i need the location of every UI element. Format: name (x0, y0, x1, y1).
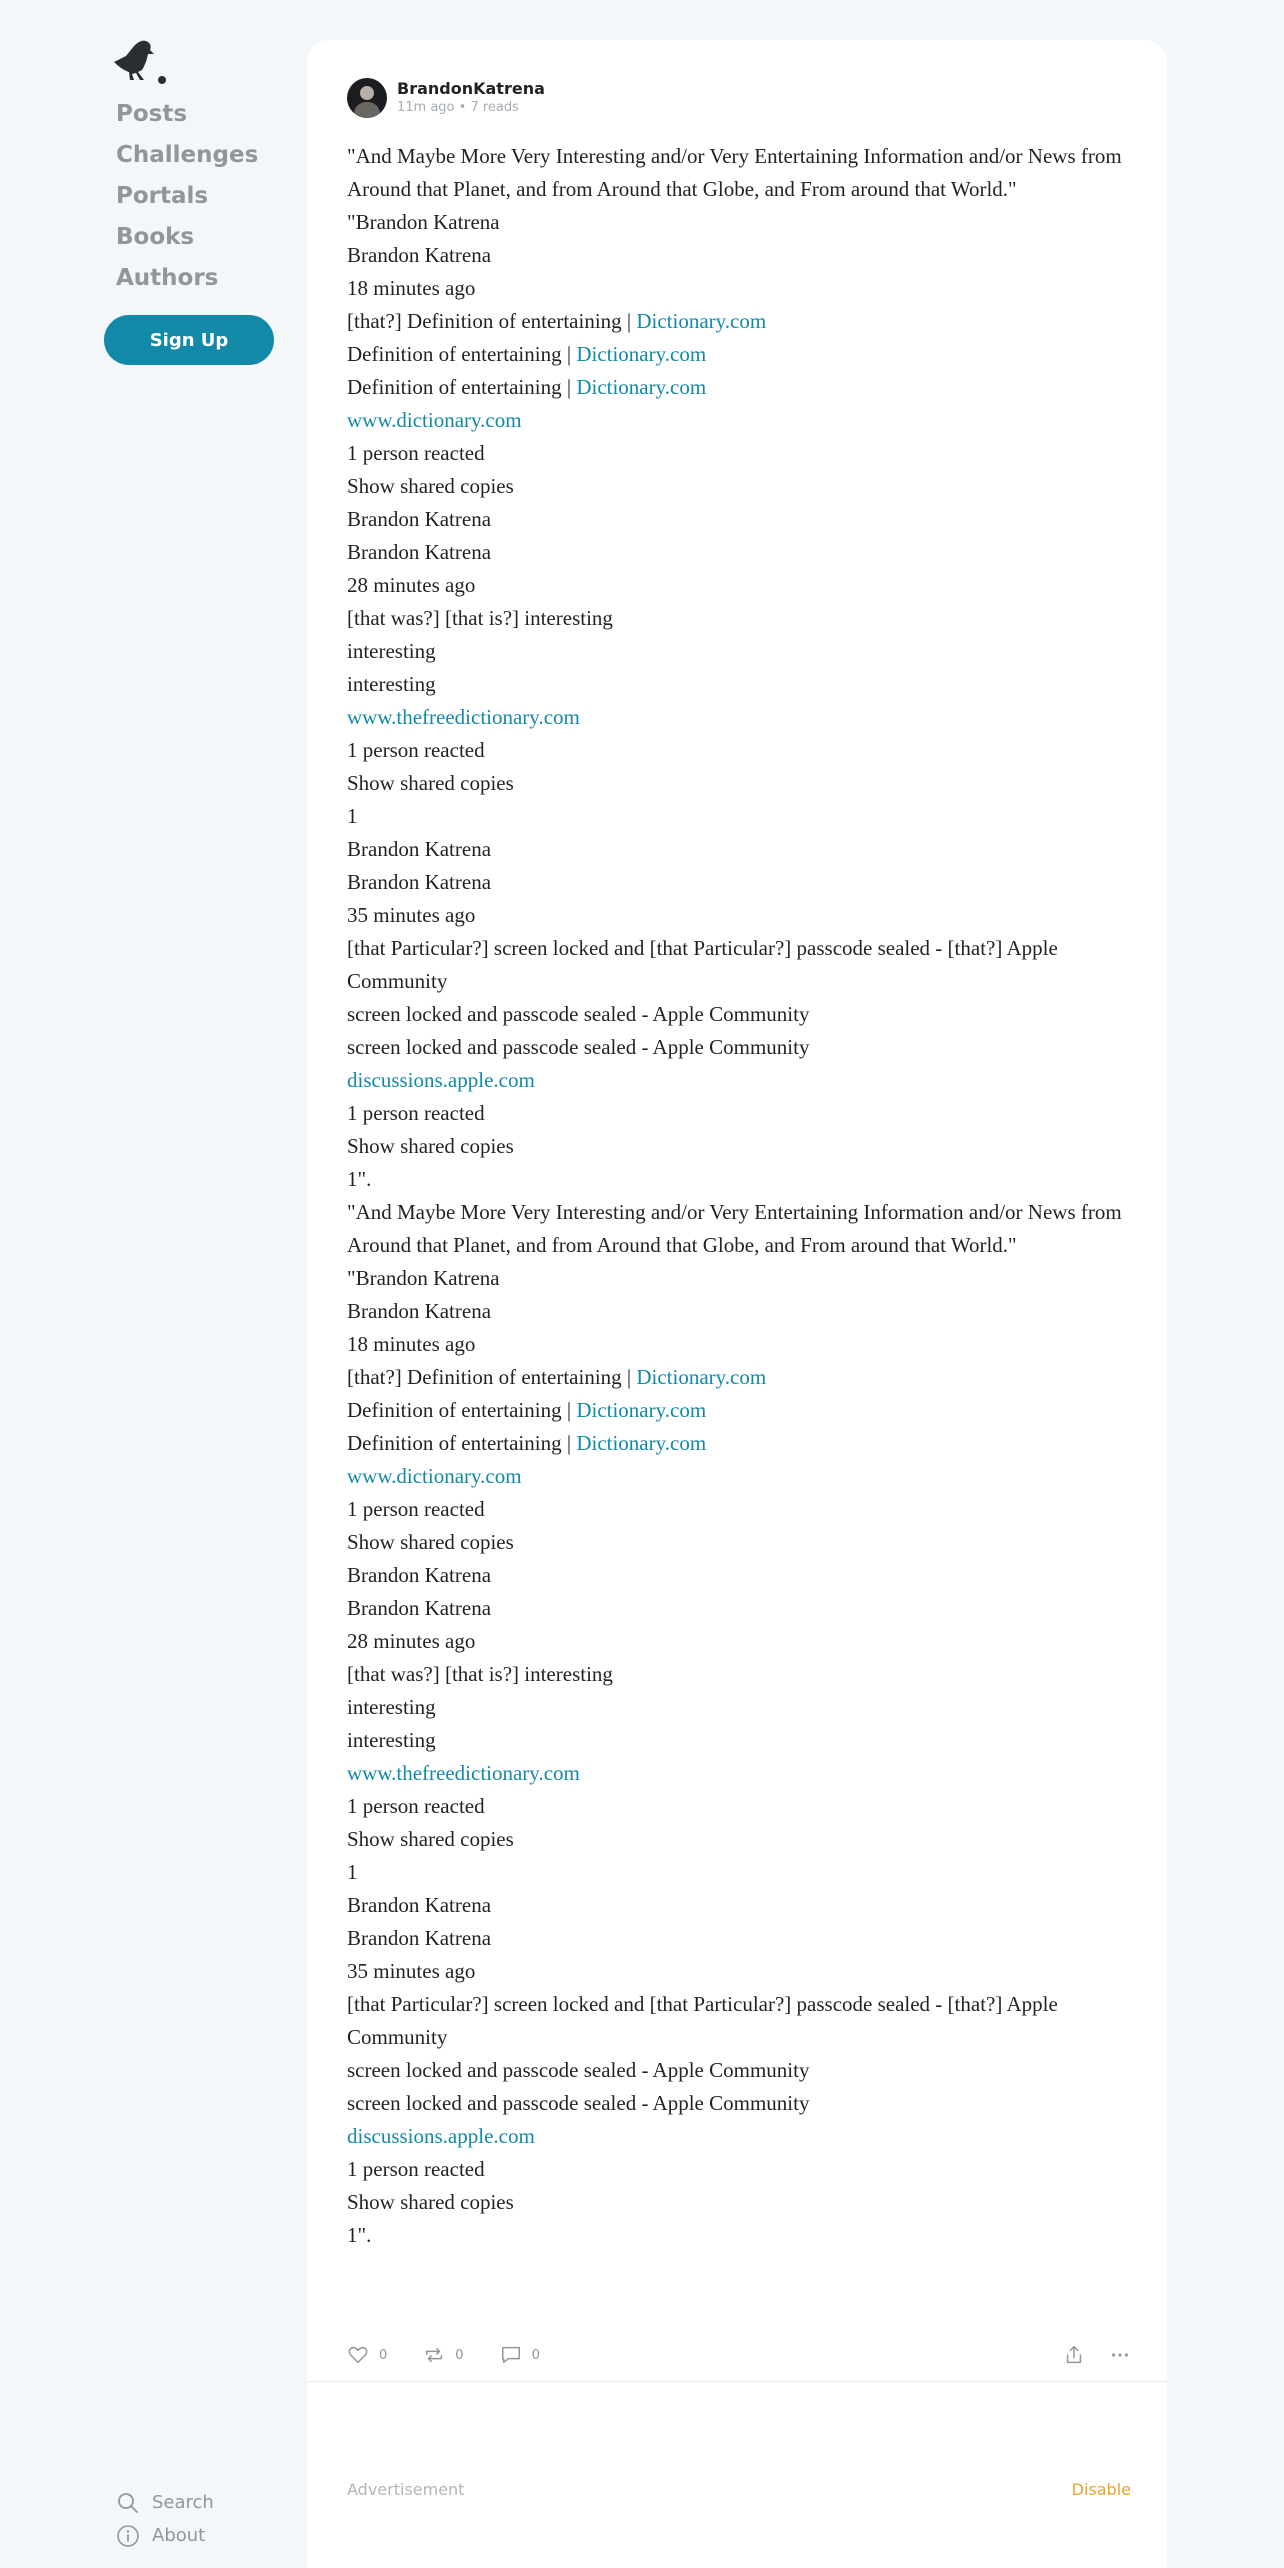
post-line (347, 305, 1131, 338)
post-line-text: 35 minutes ago (347, 903, 476, 927)
post-line-text: 1 person reacted (347, 1497, 485, 1521)
info-icon (116, 2524, 140, 2548)
post-line (347, 1856, 1131, 1889)
search-link[interactable] (116, 2486, 214, 2519)
post-link[interactable]: discussions.apple.com (347, 1068, 535, 1092)
post-link[interactable]: Dictionary.com (576, 375, 707, 399)
post-link[interactable]: www.thefreedictionary.com (347, 705, 580, 729)
post-line-text: Brandon Katrena (347, 1926, 492, 1950)
post-line-text: Show shared copies (347, 474, 514, 498)
post-line (347, 1493, 1131, 1526)
post-line (347, 1427, 1131, 1460)
post-line (347, 338, 1131, 371)
post-line-text: [that Particular?] screen locked and [that Particular?] passcode sealed - [that?] Apple Community (347, 936, 1058, 993)
post-line (347, 932, 1131, 998)
post-line-text: Brandon Katrena (347, 1563, 492, 1587)
post-line-text: Brandon Katrena (347, 870, 492, 894)
post-line (347, 800, 1131, 833)
post-line (347, 2219, 1131, 2252)
post-line (347, 602, 1131, 635)
post-line (347, 1724, 1131, 1757)
post-line (347, 1790, 1131, 1823)
post-line-text: Brandon Katrena (347, 837, 492, 861)
author-name[interactable]: BrandonKatrena (397, 79, 545, 98)
post-line (347, 2054, 1131, 2087)
post-line-text: 1 person reacted (347, 2157, 485, 2181)
post-line (347, 503, 1131, 536)
post-line-text: interesting (347, 672, 436, 696)
sign-up-button[interactable]: Sign Up (104, 315, 274, 365)
post-line-text: 35 minutes ago (347, 1959, 476, 1983)
advertisement-label: Advertisement (347, 2480, 465, 2499)
post-line (347, 1130, 1131, 1163)
post-line-text: "And Maybe More Very Interesting and/or Very Entertaining Information and/or News from Around that Planet, and from Around that Globe, and From around that World." (347, 1200, 1122, 1257)
post-line (347, 140, 1131, 206)
post-line (347, 437, 1131, 470)
post-meta: 11m ago • 7 reads (397, 100, 519, 115)
post-line (347, 2153, 1131, 2186)
post-line-text: screen locked and passcode sealed - Apple Community (347, 2091, 810, 2115)
post-line-text: Definition of entertaining | (347, 342, 577, 366)
post-line (347, 899, 1131, 932)
post-line (347, 1757, 1131, 1790)
search-icon (116, 2491, 140, 2515)
about-link[interactable] (116, 2519, 214, 2552)
post-link[interactable]: Dictionary.com (636, 1365, 767, 1389)
post-line (347, 1823, 1131, 1856)
post-actions-right (1039, 2344, 1131, 2366)
heart-icon (347, 2344, 369, 2366)
disable-ads-button[interactable]: Disable (1071, 2480, 1131, 2499)
post-body (347, 140, 1131, 2252)
sidebar (104, 36, 304, 365)
post-link[interactable]: discussions.apple.com (347, 2124, 535, 2148)
post-line (347, 2120, 1131, 2153)
advertisement-bar (347, 2480, 1131, 2499)
post-actions (347, 2340, 1131, 2370)
post-link[interactable]: www.dictionary.com (347, 1464, 522, 1488)
post-line (347, 767, 1131, 800)
card-divider (307, 2381, 1167, 2382)
post-line-text: screen locked and passcode sealed - Apple Community (347, 1035, 810, 1059)
post-line (347, 1559, 1131, 1592)
post-line-text: 18 minutes ago (347, 276, 476, 300)
post-line-text: Definition of entertaining | (347, 375, 577, 399)
post-line-text: Brandon Katrena (347, 243, 492, 267)
post-line (347, 1526, 1131, 1559)
post-link[interactable]: Dictionary.com (576, 1398, 707, 1422)
post-line (347, 1625, 1131, 1658)
post-line (347, 1328, 1131, 1361)
post-line-text: Definition of entertaining | (347, 1398, 577, 1422)
post-line (347, 1955, 1131, 1988)
post-line (347, 866, 1131, 899)
post-line (347, 1889, 1131, 1922)
sidebar-footer (116, 2486, 214, 2552)
post-line (347, 998, 1131, 1031)
post-line (347, 569, 1131, 602)
post-line (347, 536, 1131, 569)
post-line-text: Brandon Katrena (347, 1596, 492, 1620)
post-line (347, 206, 1131, 239)
about-label: About (152, 2525, 206, 2546)
post-line-text: interesting (347, 1695, 436, 1719)
post-line (347, 734, 1131, 767)
post-line-text: "And Maybe More Very Interesting and/or Very Entertaining Information and/or News from Around that Planet, and from Around that Globe, and From around that World." (347, 144, 1122, 201)
post-line-text: "Brandon Katrena (347, 210, 500, 234)
post-line-text: 18 minutes ago (347, 1332, 476, 1356)
post-line-text: Brandon Katrena (347, 507, 492, 531)
nav-challenges[interactable]: Challenges (116, 142, 259, 168)
repost-icon (423, 2344, 445, 2366)
post-line-text: Show shared copies (347, 1827, 514, 1851)
post-author (347, 78, 545, 118)
post-line (347, 1163, 1131, 1196)
post-line (347, 1691, 1131, 1724)
crow-logo-icon[interactable] (112, 36, 170, 86)
repost-button[interactable] (423, 2344, 463, 2366)
post-line-text: 1". (347, 2223, 372, 2247)
post-line-text: "Brandon Katrena (347, 1266, 500, 1290)
post-line (347, 1196, 1131, 1262)
post-line-text: 1 person reacted (347, 441, 485, 465)
post-line-text: Brandon Katrena (347, 540, 492, 564)
post-line (347, 1262, 1131, 1295)
post-line (347, 635, 1131, 668)
post-line (347, 470, 1131, 503)
post-line-text: 1 (347, 1860, 358, 1884)
post-line (347, 2087, 1131, 2120)
post-line-text: 28 minutes ago (347, 1629, 476, 1653)
post-line (347, 833, 1131, 866)
post-line-text: [that was?] [that is?] interesting (347, 1662, 613, 1686)
post-link[interactable]: Dictionary.com (636, 309, 767, 333)
post-line-text: screen locked and passcode sealed - Apple Community (347, 2058, 810, 2082)
post-line-text: interesting (347, 639, 436, 663)
share-icon[interactable] (1063, 2344, 1085, 2366)
search-label: Search (152, 2492, 214, 2513)
post-line (347, 2186, 1131, 2219)
post-line-text: Show shared copies (347, 2190, 514, 2214)
post-line-text: 1". (347, 1167, 372, 1191)
post-line (347, 371, 1131, 404)
post-line-text: Show shared copies (347, 1530, 514, 1554)
post-line-text: Definition of entertaining | (347, 1431, 577, 1455)
post-line (347, 1592, 1131, 1625)
nav-portals[interactable]: Portals (116, 183, 209, 209)
like-button[interactable] (347, 2344, 387, 2366)
post-line-text: 1 person reacted (347, 1101, 485, 1125)
post-link[interactable]: Dictionary.com (576, 342, 707, 366)
comment-button[interactable] (500, 2344, 540, 2366)
post-line-text: [that Particular?] screen locked and [that Particular?] passcode sealed - [that?] Apple Community (347, 1992, 1058, 2049)
comment-count: 0 (531, 2347, 540, 2363)
post-line (347, 668, 1131, 701)
post-link[interactable]: Dictionary.com (576, 1431, 707, 1455)
post-line (347, 1658, 1131, 1691)
post-line (347, 1460, 1131, 1493)
post-line (347, 239, 1131, 272)
post-line-text: [that?] Definition of entertaining | (347, 1365, 637, 1389)
post-line (347, 1295, 1131, 1328)
comment-icon (500, 2344, 522, 2366)
post-line-text: Brandon Katrena (347, 1893, 492, 1917)
post-line (347, 701, 1131, 734)
nav-books[interactable]: Books (116, 224, 195, 250)
post-line-text: 1 person reacted (347, 1794, 485, 1818)
more-icon[interactable] (1109, 2344, 1131, 2366)
post-line-text: interesting (347, 1728, 436, 1752)
post-card (307, 40, 1167, 2568)
repost-count: 0 (455, 2347, 464, 2363)
post-line-text: screen locked and passcode sealed - Apple Community (347, 1002, 810, 1026)
post-line-text: 1 person reacted (347, 738, 485, 762)
post-line-text: Show shared copies (347, 771, 514, 795)
post-line-text: [that was?] [that is?] interesting (347, 606, 613, 630)
post-line (347, 1361, 1131, 1394)
post-line (347, 272, 1131, 305)
post-line (347, 404, 1131, 437)
post-line-text: 1 (347, 804, 358, 828)
post-line (347, 1064, 1131, 1097)
avatar[interactable] (347, 78, 387, 118)
post-line (347, 1031, 1131, 1064)
nav-posts[interactable]: Posts (116, 101, 188, 127)
post-line (347, 1988, 1131, 2054)
like-count: 0 (379, 2347, 388, 2363)
post-link[interactable]: www.thefreedictionary.com (347, 1761, 580, 1785)
post-line (347, 1097, 1131, 1130)
post-link[interactable]: www.dictionary.com (347, 408, 522, 432)
post-line (347, 1922, 1131, 1955)
post-line-text: [that?] Definition of entertaining | (347, 309, 637, 333)
post-line-text: Brandon Katrena (347, 1299, 492, 1323)
post-line (347, 1394, 1131, 1427)
nav-authors[interactable]: Authors (116, 265, 219, 291)
main-nav (104, 94, 304, 299)
post-line-text: 28 minutes ago (347, 573, 476, 597)
post-line-text: Show shared copies (347, 1134, 514, 1158)
